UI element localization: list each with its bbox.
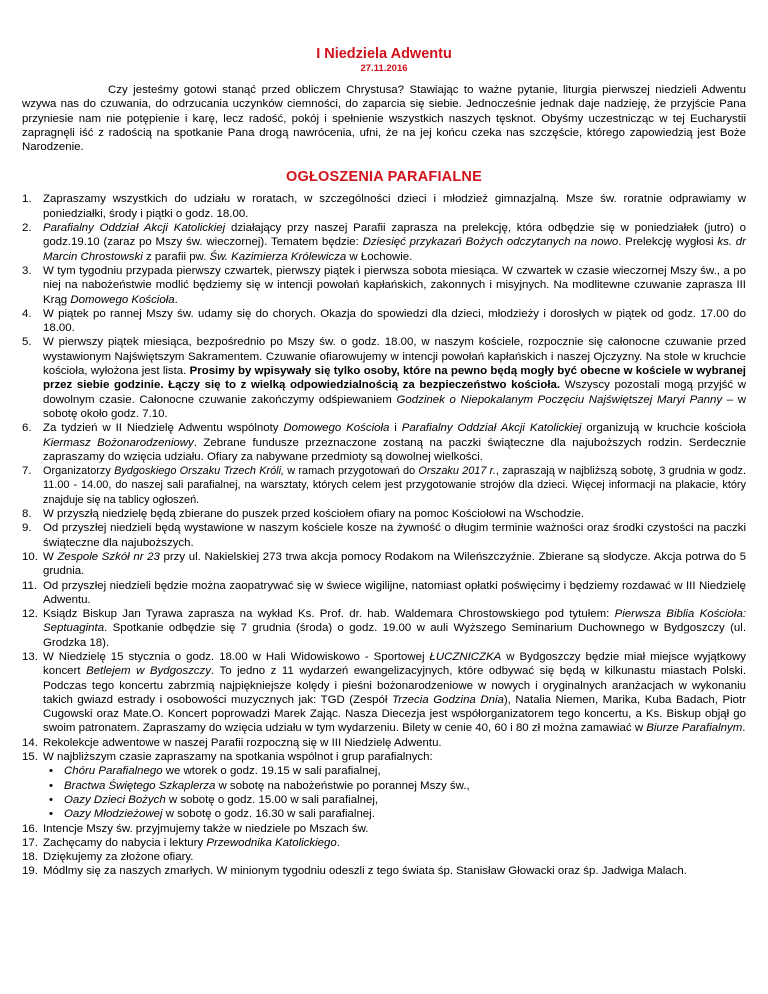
announcement-item [22, 421, 746, 464]
text-run: w sobotę o godz. 16.30 w sali parafialnej. [162, 808, 375, 821]
text-run: w Bydgoszczy będzie miał miejsce wyjątkowy koncert [43, 650, 746, 678]
item-number: 6. [22, 422, 32, 435]
item-number: 19. [22, 865, 38, 878]
text-run: . [336, 836, 340, 849]
item-number: 15. [22, 751, 38, 764]
intro-paragraph: Czy jesteśmy gotowi stanąć przed obliczem Chrystusa? Stawiając to ważne pytanie, liturgia pierwszej niedzieli Adwentu wzywa nas do czuwania, do odrzucania uczynków ciemności, do zaparcia się siebie. Jednocześnie jednak daje nadzieję, że przyjście Pana przyniesie nam nie potępienie i karę, lecz radość, pokój i spełnienie wszystkich naszych tęsknot. Obyśmy uczestnicząc w tej Eucharystii zapragnęli iść z radością na spotkanie Pana drogą nawrócenia, ufni, że na jej końcu czeka nas szczęście, którego zapowiedzią jest Boże Narodzenie. [22, 84, 746, 154]
text-run: Parafialny Oddział Akcji Katolickiej [43, 222, 226, 235]
text-run: Betlejem w Bydgoszczy [86, 665, 211, 678]
item-number: 17. [22, 836, 38, 849]
item-number: 10. [22, 550, 38, 563]
text-run: Intencje Mszy św. przyjmujemy także w niedziele po Mszach św. [43, 822, 369, 835]
date: 27.11.2016 [360, 63, 408, 74]
text-run: Pierwsza Biblia Kościoła: Septuaginta [43, 608, 746, 635]
item-number: 2. [22, 222, 32, 235]
text-run: Dziękujemy za złożone ofiary. [43, 851, 194, 864]
item-number: 9. [22, 522, 32, 535]
text-run: Bydgoskiego Orszaku Trzech Króli, [114, 465, 285, 478]
bullet-icon: • [49, 793, 54, 806]
item-text [43, 737, 442, 749]
bullet-icon: • [49, 779, 54, 792]
page-title: I Niedziela Adwentu [316, 46, 452, 62]
text-run: Oazy Dzieci Bożych [64, 793, 166, 806]
text-run: . [174, 293, 178, 306]
announcement-item [22, 736, 746, 750]
text-run: Prosimy by wpisywały się tylko osoby, które na pewno będą mogły być obecne w kościele w wybranej przez siebie godzinie. Łączy się to z wielką odpowiedzialnością za bezpieczeństwo kościoła. [43, 365, 746, 392]
item-text [43, 551, 746, 577]
item-text [43, 193, 746, 219]
group-item [43, 807, 746, 821]
text-run: ks. dr Marcin Chrostowski [43, 236, 746, 263]
text-run: z parafii pw. [142, 250, 210, 263]
text-run: Św. Kazimierza Królewicza [209, 250, 347, 263]
announcement-item [22, 221, 746, 264]
text-run: w sobotę na nabożeństwie po porannej Mszy św., [215, 779, 470, 792]
text-run: Domowego Kościoła [70, 293, 175, 306]
item-text [43, 522, 746, 548]
item-text [43, 465, 746, 506]
text-run: . [742, 722, 746, 735]
announcement-item [22, 192, 746, 221]
text-run: Zapraszamy wszystkich do udziału w roratach, w szczególności dzieci i młodzież gimnazjalną. Msze św. roratnie odprawiamy w poniedziałki, środy i piątki o godz. 18.00. [43, 193, 746, 220]
text-run: Módlmy się za naszych zmarłych. W minionym tygodniu odeszli z tego świata śp. Stanisław Głowacki oraz śp. Jadwiga Malach. [43, 865, 687, 878]
item-text [43, 222, 746, 263]
announcement-item [22, 864, 746, 878]
item-text [43, 651, 746, 734]
text-run: W najbliższym czasie zapraszamy na spotkania wspólnot i grup parafialnych: [43, 751, 433, 764]
group-item [43, 764, 746, 778]
announcement-item [22, 521, 746, 550]
text-run: organizują w kruchcie kościoła [581, 422, 746, 435]
text-run: , zapraszają w najbliższą sobotę, 3 grudnia w godz. 11.00 - 14.00, do naszej sali parafialnej, na warsztaty, których celem jest przygotowanie strojów dla dzieci. Więcej informacji na plakacie, który znajduje się na tablicy ogłoszeń. [43, 465, 747, 506]
text-run: W Niedzielę 15 stycznia o godz. 18.00 w Hali Widowiskowo - Sportowej [43, 650, 430, 663]
text-run: Parafialny Oddział Akcji Katolickiej [401, 422, 582, 435]
item-text [43, 265, 746, 306]
section-heading: OGŁOSZENIA PARAFIALNE [286, 169, 482, 186]
announcement-item [22, 850, 746, 864]
text-run: Bractwa Świętego Szkaplerza [64, 779, 216, 792]
item-text [43, 336, 746, 419]
text-run: Od przyszłej niedzieli będzie można zaopatrywać się w świece wigilijne, natomiast opłatki poświęcimy i będziemy rozdawać w III Niedzielę Adwentu. [43, 579, 746, 606]
text-run: . Spotkanie odbędzie się 7 grudnia (środa) o godz. 19.00 w auli Wyższego Seminarium Duchownego w Bydgoszczy (ul. Grodzka 18). [43, 622, 746, 649]
item-number: 4. [22, 307, 32, 320]
announcement-item [22, 307, 746, 336]
text-run: Za tydzień w II Niedzielę Adwentu wspólnoty [43, 422, 284, 435]
item-number: 14. [22, 736, 38, 749]
text-run: Orszaku 2017 r. [418, 465, 496, 478]
text-run: przy ul. Nakielskiej 273 trwa akcja pomocy Rodakom na Wileńszczyźnie. Zbierane są słodycze. Akcja potrwa do 5 grudnia. [43, 550, 746, 578]
announcement-item [22, 579, 746, 608]
text-run: W tym tygodniu przypada pierwszy czwartek, pierwszy piątek i pierwsza sobota miesiąca. W czwartek w czasie wieczornej Mszy św., a po niej na nabożeństwie modlić będziemy się w intencji powołań kapłańskich, zakonnych i misyjnych. Na modlitewne czuwanie zaprasza III Krąg [43, 264, 746, 306]
text-run: Rekolekcje adwentowe w naszej Parafii rozpoczną się w III Niedzielę Adwentu. [43, 736, 442, 749]
item-number: 18. [22, 851, 38, 864]
item-number: 16. [22, 822, 38, 835]
text-run: w sobotę o godz. 15.00 w sali parafialnej, [165, 793, 379, 806]
bullet-icon: • [49, 765, 54, 778]
item-text [43, 308, 746, 334]
text-run: . Zebrane fundusze przeznaczone zostaną na paczki świąteczne dla najuboższych rodzin. Serdecznie zapraszamy do wzięcia udziału. Ofiary za nabywane przedmioty są dowolnej wielkości. [43, 436, 746, 463]
text-run: działający przy naszej Parafii zaprasza na prelekcję, która odbędzie się w poniedziałek (jutro) o godz.19.10 (zaraz po Mszy św. wieczornej). Tematem będzie: [43, 222, 746, 249]
text-run: Zespole Szkół nr 23 [57, 550, 160, 563]
item-text [43, 580, 746, 606]
text-run: Wszyscy pozostali mogą przyjść w dowolnym czasie. Całonocne czuwanie zakończymy odśpiewaniem [43, 379, 746, 406]
item-number: 8. [22, 508, 32, 521]
announcement-item [22, 464, 746, 507]
text-run: . To jedno z 11 wydarzeń ewangelizacyjnych, które odbywać się będą w kilkunastu miastach Polski. Podczas tego koncertu zabrzmią najpiękniejsze kolędy i pieśni bożonarodzeniowe w nowych i oryginalnych aranżacjach w wykonaniu takich gwiazd estrady i osobowości muzycznych jak: TGD (Zespół [43, 665, 747, 706]
text-run: Od przyszłej niedzieli będą wystawione w naszym kościele kosze na żywność o długim terminie ważności oraz środki czystości na paczki świąteczne dla najuboższych. [43, 522, 746, 549]
text-run: Zachęcamy do nabycia i lektury [43, 836, 207, 849]
item-number: 12. [22, 608, 38, 621]
text-run: W [43, 550, 58, 563]
group-item [43, 793, 746, 807]
text-run: Oazy Młodzieżowej [64, 808, 163, 821]
announcement-item [22, 507, 746, 521]
text-run: w Łochowie. [346, 250, 413, 263]
announcement-item [22, 607, 746, 650]
text-run: Biurze Parafialnym [646, 722, 743, 735]
text-run: ), Natalia Niemen, Marika, Kuba Badach, Piotr Cugowski oraz Mate.O. Koncert poprowadzi Marek Zając. Nasza Diecezja jest współorganizatorem tego koncertu, a Ks. Biskup objął go swoim patronatem. Zapraszamy do wzięcia udziału w tym wydarzeniu. Bilety w cenie 40, 60 i 80 zł można zamawiać w [43, 693, 746, 735]
text-run: Dziesięć przykazań Bożych odczytanych na nowo [362, 236, 619, 249]
text-run: W przyszłą niedzielę będą zbierane do puszek przed kościołem ofiary na pomoc Kościołowi na Wschodzie. [43, 508, 585, 521]
group-item [43, 779, 746, 793]
announcement-item [22, 550, 746, 579]
item-text [43, 865, 687, 877]
text-run: – w sobotę około godz. 7.10. [43, 393, 747, 420]
text-run: Domowego Kościoła [283, 422, 390, 435]
item-text [43, 751, 433, 763]
item-text [43, 508, 584, 520]
text-run: W pierwszy piątek miesiąca, bezpośrednio po Mszy św. o godz. 18.00, w naszym kościele, rozpocznie się całonocne czuwanie przed wystawionym Najświętszym Sakramentem. Czuwanie ofiarowujemy w intencji powołań kapłańskich i naszej Ojczyzny. Na stole w kruchcie kościoła, wyłożona jest lista. [43, 336, 746, 378]
item-number: 3. [22, 264, 32, 277]
announcement-item [22, 335, 746, 421]
item-number: 7. [22, 465, 32, 478]
announcement-item [22, 650, 746, 736]
text-run: Godzinek o Niepokalanym Poczęciu Najświętszej Maryi Panny [396, 393, 723, 406]
item-text [43, 608, 746, 649]
item-number: 1. [22, 193, 32, 206]
item-text [43, 837, 340, 849]
item-text [43, 851, 193, 863]
text-run: W piątek po rannej Mszy św. udamy się do chorych. Okazja do spowiedzi dla dzieci, młodzieży i dorosłych w piątek od godz. 17.00 do 18.00. [43, 307, 746, 335]
text-run: ŁUCZNICZKA [429, 650, 502, 663]
item-number: 13. [22, 650, 38, 663]
group-list [43, 764, 746, 821]
text-run: Przewodnika Katolickiego [206, 836, 337, 849]
announcements-list [22, 192, 746, 878]
text-run: Ksiądz Biskup Jan Tyrawa zaprasza na wykład Ks. Prof. dr. hab. Waldemara Chrostowskiego pod tytułem: [43, 608, 615, 621]
item-text [43, 823, 368, 835]
item-number: 11. [22, 579, 38, 592]
announcement-item [22, 822, 746, 836]
text-run: i [389, 422, 402, 435]
text-run: w ramach przygotowań do [284, 465, 419, 478]
item-number: 5. [22, 336, 32, 349]
announcement-item [22, 750, 746, 821]
item-text [43, 422, 746, 463]
announcement-item [22, 264, 746, 307]
text-run: Trzecia Godzina Dnia [392, 693, 504, 706]
bullet-icon: • [49, 808, 54, 821]
text-run: Organizatorzy [43, 465, 115, 478]
text-run: Chóru Parafialnego [64, 765, 163, 778]
text-run: Kiermasz Bożonarodzeniowy [43, 436, 194, 449]
text-run: . Prelekcję wygłosi [618, 236, 718, 249]
text-run: we wtorek o godz. 19.15 w sali parafialnej, [162, 765, 381, 778]
announcement-item [22, 836, 746, 850]
